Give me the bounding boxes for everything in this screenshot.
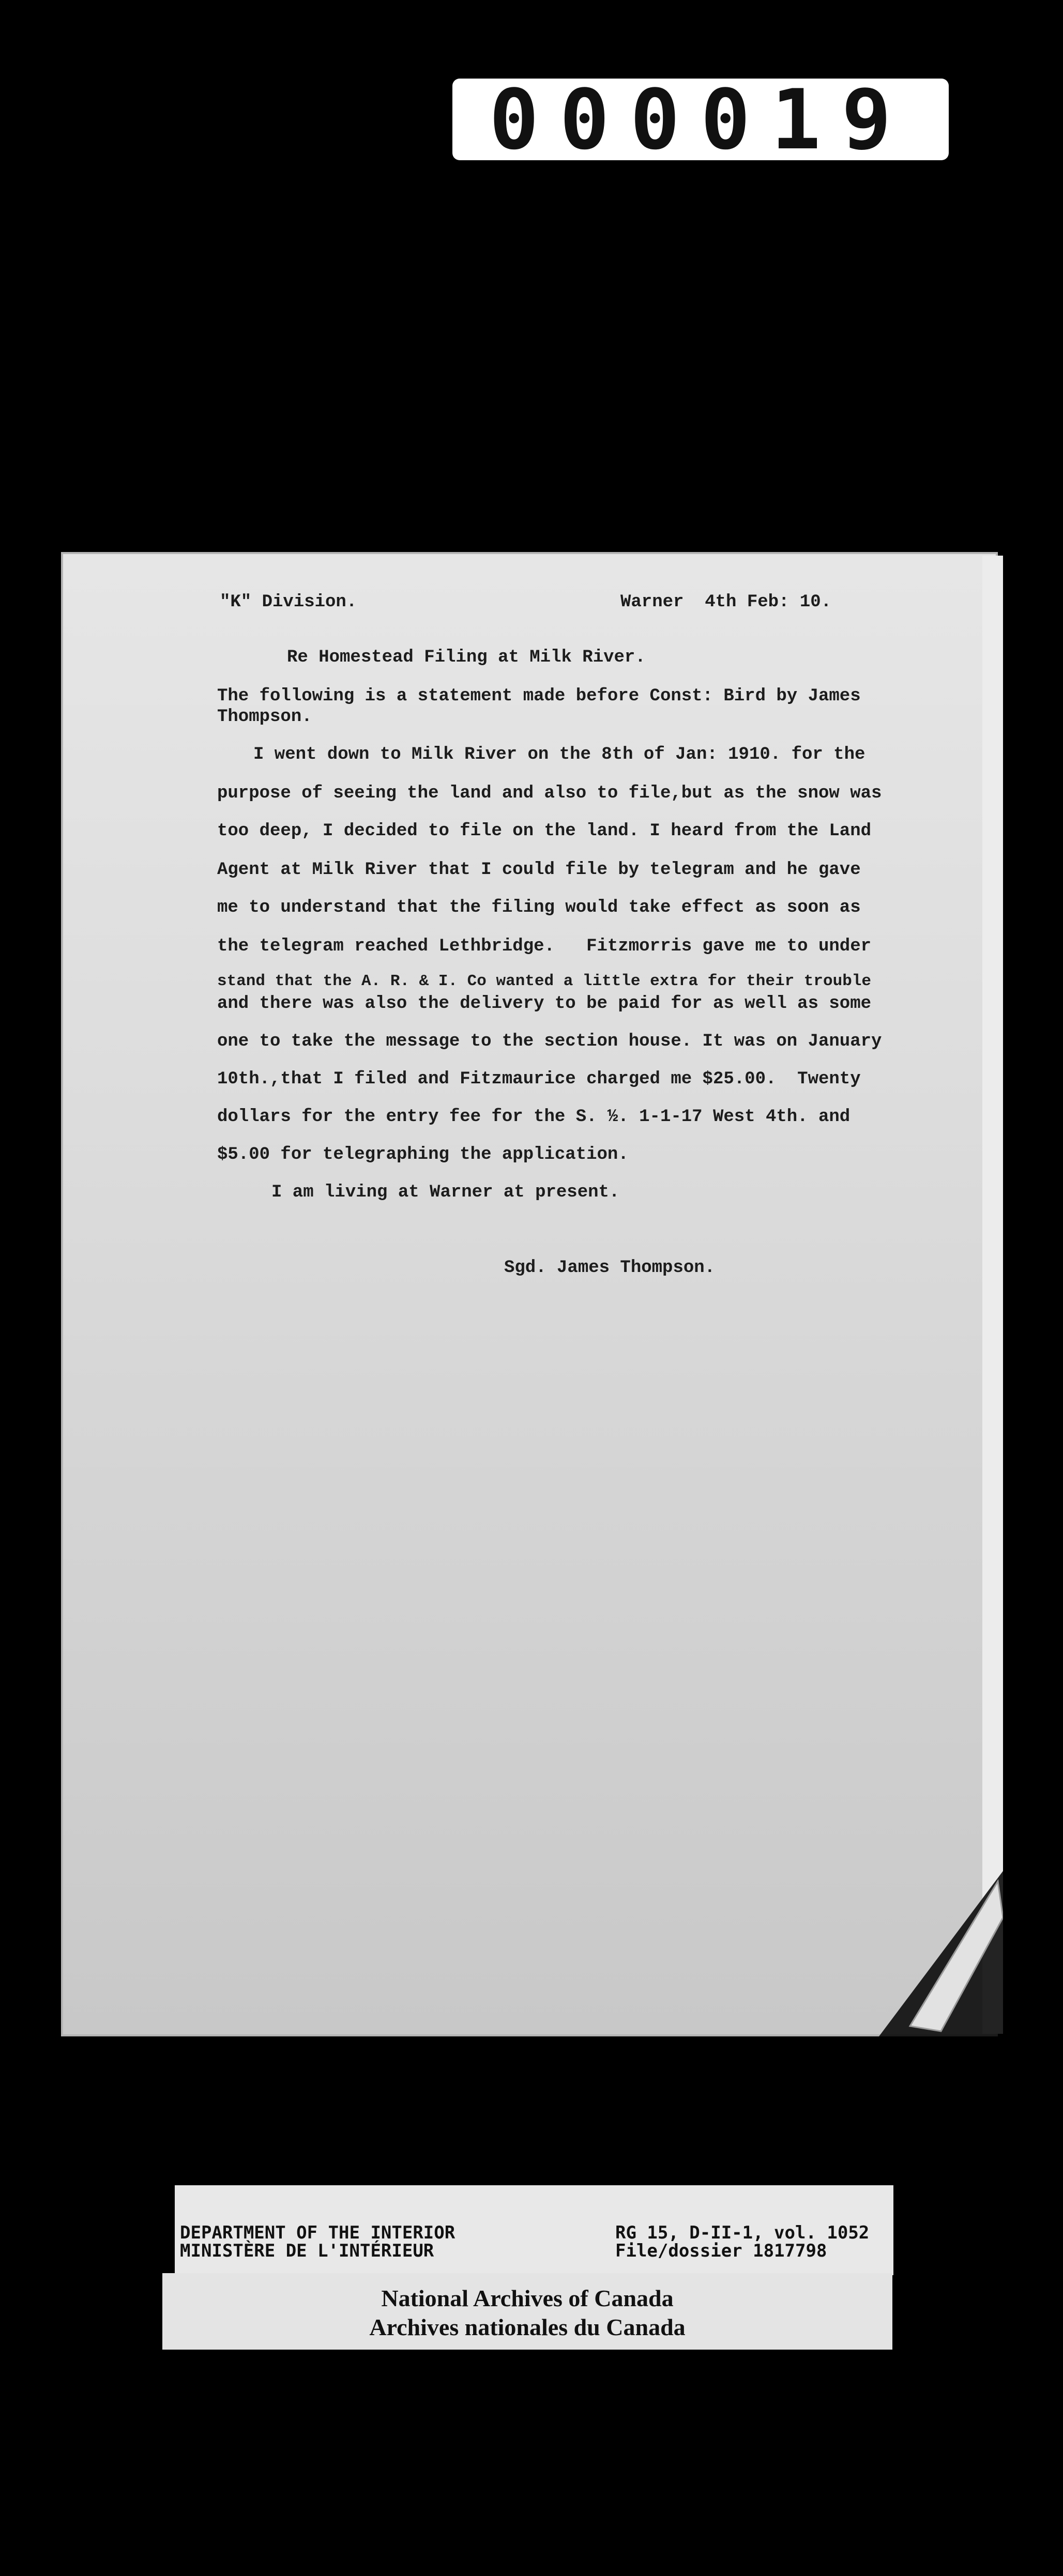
body-line: purpose of seeing the land and also to file,but as the snow was [217,784,882,803]
intro-line-1: The following is a statement made before Const: Bird by James [217,686,861,706]
subject-line: Re Homestead Filing at Milk River. [287,648,646,667]
frame-number-label: 000019 [452,79,949,160]
archive-name-english: National Archives of Canada [381,2285,674,2311]
sheet-edge [982,556,1003,2034]
body-line: Agent at Milk River that I could file by telegram and he gave [217,860,861,880]
intro-line-2: Thompson. [217,707,312,727]
body-line: 10th.,that I filed and Fitzmaurice charged me $25.00. Twenty [217,1069,861,1089]
archive-name-french: Archives nationales du Canada [369,2314,686,2340]
archive-label-card [162,2273,892,2350]
body-line: me to understand that the filing would take effect as soon as [217,898,861,917]
department-french: MINISTÈRE DE L'INTÉRIEUR [180,2241,434,2261]
body-line: and there was also the delivery to be paid for as well as some [217,994,872,1014]
signature-line: Sgd. James Thompson. [504,1258,716,1278]
body-line: stand that the A. R. & I. Co wanted a little extra for their trouble [217,972,872,990]
closing-line: I am living at Warner at present. [271,1183,620,1202]
place-date: Warner 4th Feb: 10. [620,592,832,612]
record-group-reference: RG 15, D-II-1, vol. 1052 [615,2222,870,2243]
body-line: one to take the message to the section house. It was on January [217,1032,882,1051]
department-english: DEPARTMENT OF THE INTERIOR [180,2222,455,2243]
folded-corner-icon [879,1871,1003,2036]
body-line: the telegram reached Lethbridge. Fitzmorris gave me to under [217,937,872,956]
body-line: $5.00 for telegraphing the application. [217,1145,629,1164]
body-line: too deep, I decided to file on the land. I heard from the Land [217,821,872,841]
department-label-card [175,2185,893,2275]
file-number: File/dossier 1817798 [615,2241,827,2261]
division-heading: "K" Division. [220,592,357,612]
body-line: dollars for the entry fee for the S. ½. 1-1-17 West 4th. and [217,1107,851,1127]
document-sheet [61,552,998,2036]
body-line: I went down to Milk River on the 8th of Jan: 1910. for the [253,745,865,764]
